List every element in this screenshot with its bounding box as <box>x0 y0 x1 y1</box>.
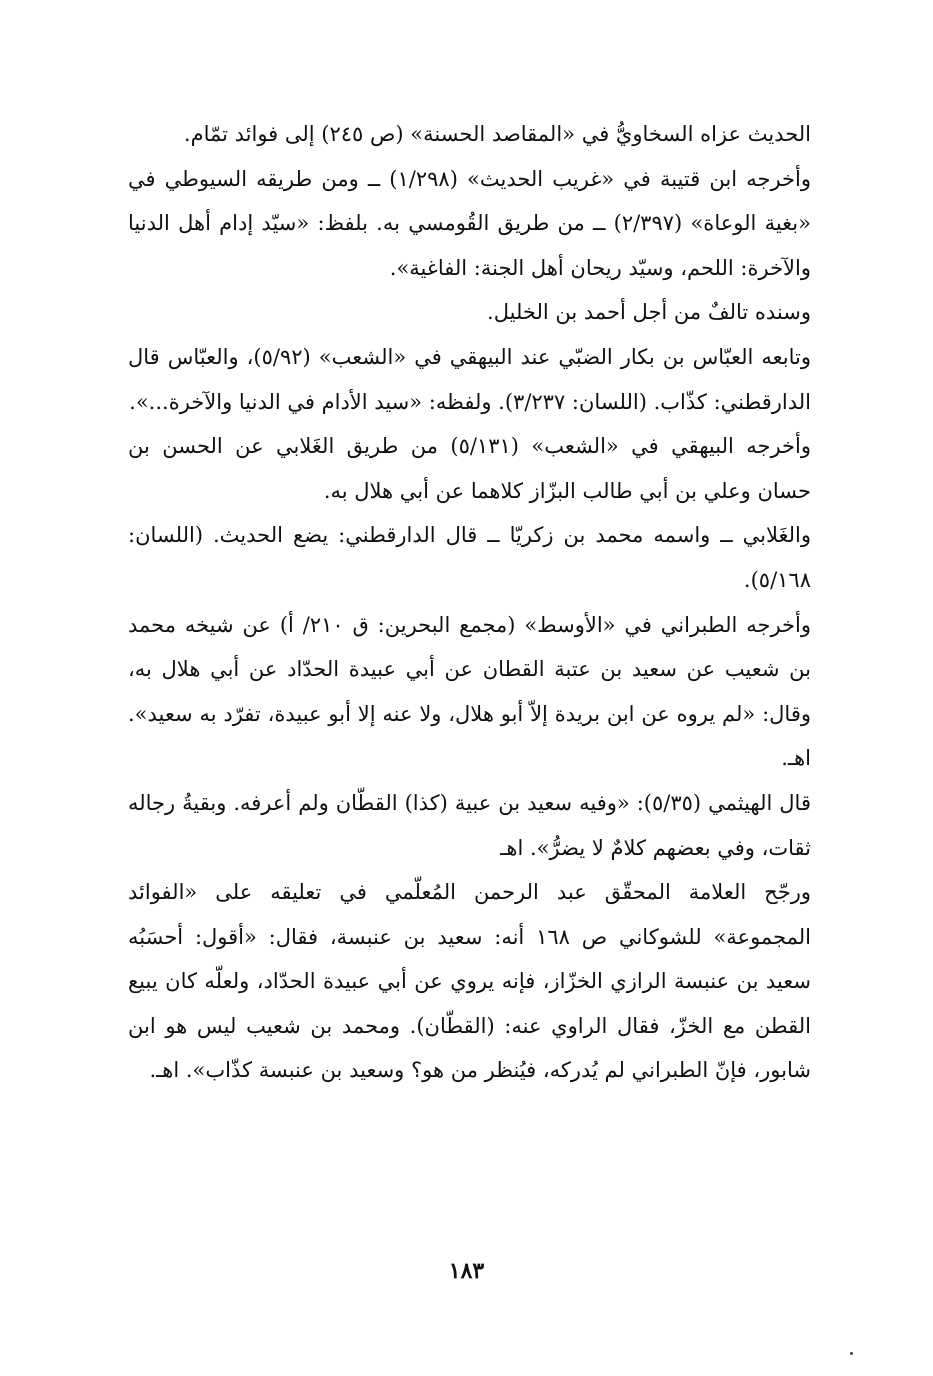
paragraph-5: وأخرجه البيهقي في «الشعب» (٥/١٣١) من طريق الغَلابي عن الحسن بن حسان وعلي بن أبي طالب البزّاز كلاهما عن أبي هلال به. <box>128 434 811 503</box>
paragraph-1: الحديث عزاه السخاويُّ في «المقاصد الحسنة» (ص ٢٤٥) إلى فوائد تمّام. <box>183 122 811 146</box>
body-text <box>128 112 811 1093</box>
page-number: ١٨٣ <box>448 1258 485 1284</box>
paragraph-8: قال الهيثمي (٥/٣٥): «وفيه سعيد بن عبية (كذا) القطّان ولم أعرفه. وبقيةُ رجاله ثقات، وفي بعضهم كلامٌ لا يضرُّ». اهـ <box>128 790 811 860</box>
scan-speck <box>850 1352 853 1355</box>
paragraph-7: وأخرجه الطبراني في «الأوسط» (مجمع البحرين: ق ٢١٠/ أ) عن شيخه محمد بن شعيب عن سعيد بن عتبة القطان عن أبي عبيدة الحدّاد عن أبي هلال به، وقال: «لم يروه عن ابن بريدة إلاّ أبو هلال، ولا عنه إلا أبو عبيدة، تفرّد به سعيد». اهـ. <box>128 612 811 771</box>
paragraph-6: والغَلابي ــ واسمه محمد بن زكريّا ــ قال الدارقطني: يضع الحديث. (اللسان: ٥/١٦٨). <box>128 523 811 592</box>
paragraph-9: ورجّح العلامة المحقّق عبد الرحمن المُعلّمي في تعليقه على «الفوائد المجموعة» للشوكاني ص ١٦٨ أنه: سعيد بن عنبسة، فقال: «أقول: أحسَبُه سعيد بن عنبسة الرازي الخزّاز، فإنه يروي عن أبي عبيدة الحدّاد، ولعلّه كان يبيع القطن مع الخزّ، فقال الراوي عنه: (القطّان). ومحمد بن شعيب ليس هو ابن شابور، فإنّ الطبراني لم يُدركه، فيُنظر من هو؟ وسعيد بن عنبسة كذّاب». اهـ. <box>128 880 811 1083</box>
paragraph-3: وسنده تالفٌ من أجل أحمد بن الخليل. <box>487 300 811 325</box>
paragraph-2: وأخرجه ابن قتيبة في «غريب الحديث» (١/٢٩٨) ــ ومن طريقه السيوطي في «بغية الوعاة» (٢/٣٩٧) ــ من طريق القُومسي به. بلفظ: «سيّد إدام أهل الدنيا والآخرة: اللحم، وسيّد ريحان أهل الجنة: الفاغية». <box>128 166 811 280</box>
paragraph-4: وتابعه العبّاس بن بكار الضبّي عند البيهقي في «الشعب» (٥/٩٢)، والعبّاس قال الدارقطني: كذّاب. (اللسان: ٣/٢٣٧). ولفظه: «سيد الأدام في الدنيا والآخرة...». <box>128 344 811 414</box>
